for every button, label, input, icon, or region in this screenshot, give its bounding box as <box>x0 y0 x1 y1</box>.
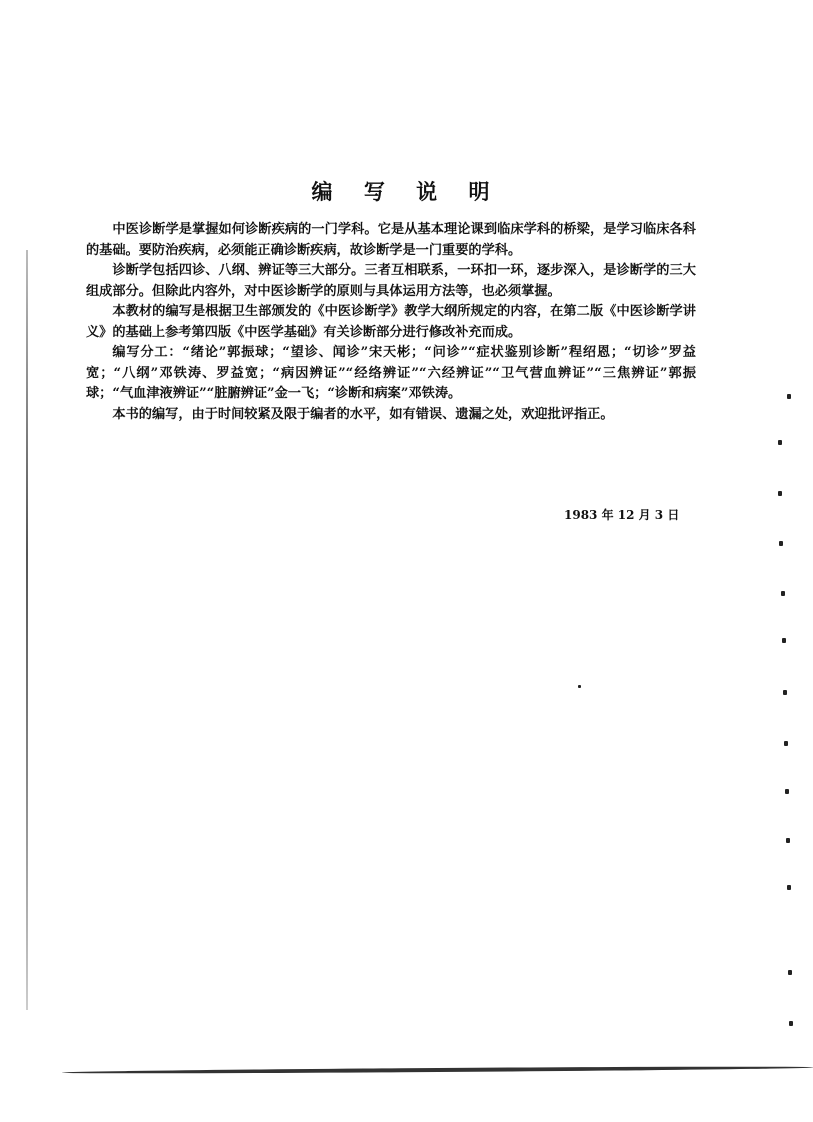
margin-mark <box>778 491 782 496</box>
paragraph-authors: 编写分工：“绪论”郭振球；“望诊、闻诊”宋天彬；“问诊”“症状鉴别诊断”程绍恩；“切诊”罗益宽；“八纲”邓铁涛、罗益宽；“病因辨证”“经络辨证”“六经辨证”“卫气营血辨证”“三焦辨证”郭振球；“气血津液辨证”“脏腑辨证”金一飞；“诊断和病案”邓铁涛。 <box>86 345 696 401</box>
scan-bottom-edge <box>62 1065 813 1074</box>
margin-mark <box>781 591 785 596</box>
margin-mark <box>787 885 791 890</box>
margin-mark <box>783 690 787 695</box>
margin-mark <box>788 970 792 975</box>
scan-left-edge <box>26 250 28 1010</box>
document-date: 1983 年 12 月 3 日 <box>564 508 680 522</box>
margin-mark <box>779 541 783 546</box>
margin-mark <box>785 789 789 794</box>
speck <box>578 685 581 688</box>
margin-mark <box>778 440 782 445</box>
margin-mark <box>784 741 788 746</box>
margin-mark <box>782 638 786 643</box>
paragraph-scope: 诊断学包括四诊、八纲、辨证等三大部分。三者互相联系，一环扣一环，逐步深入，是诊断学的三大组成部分。但除此内容外，对中医诊断学的原则与具体运用方法等，也必须掌握。 <box>86 263 696 299</box>
document-body <box>86 220 696 425</box>
margin-mark <box>789 1021 793 1026</box>
paragraph-intro: 中医诊断学是掌握如何诊断疾病的一门学科。它是从基本理论课到临床学科的桥梁，是学习临床各科的基础。要防治疾病，必须能正确诊断疾病，故诊断学是一门重要的学科。 <box>86 222 696 258</box>
paragraph-basis: 本教材的编写是根据卫生部颁发的《中医诊断学》教学大纲所规定的内容，在第二版《中医诊断学讲义》的基础上参考第四版《中医学基础》有关诊断部分进行修改补充而成。 <box>86 304 696 340</box>
page-title: 编 写 说 明 <box>311 179 502 204</box>
margin-mark <box>786 838 790 843</box>
paragraph-closing: 本书的编写，由于时间较紧及限于编者的水平，如有错误、遗漏之处，欢迎批评指正。 <box>112 406 614 422</box>
margin-mark <box>787 394 791 399</box>
